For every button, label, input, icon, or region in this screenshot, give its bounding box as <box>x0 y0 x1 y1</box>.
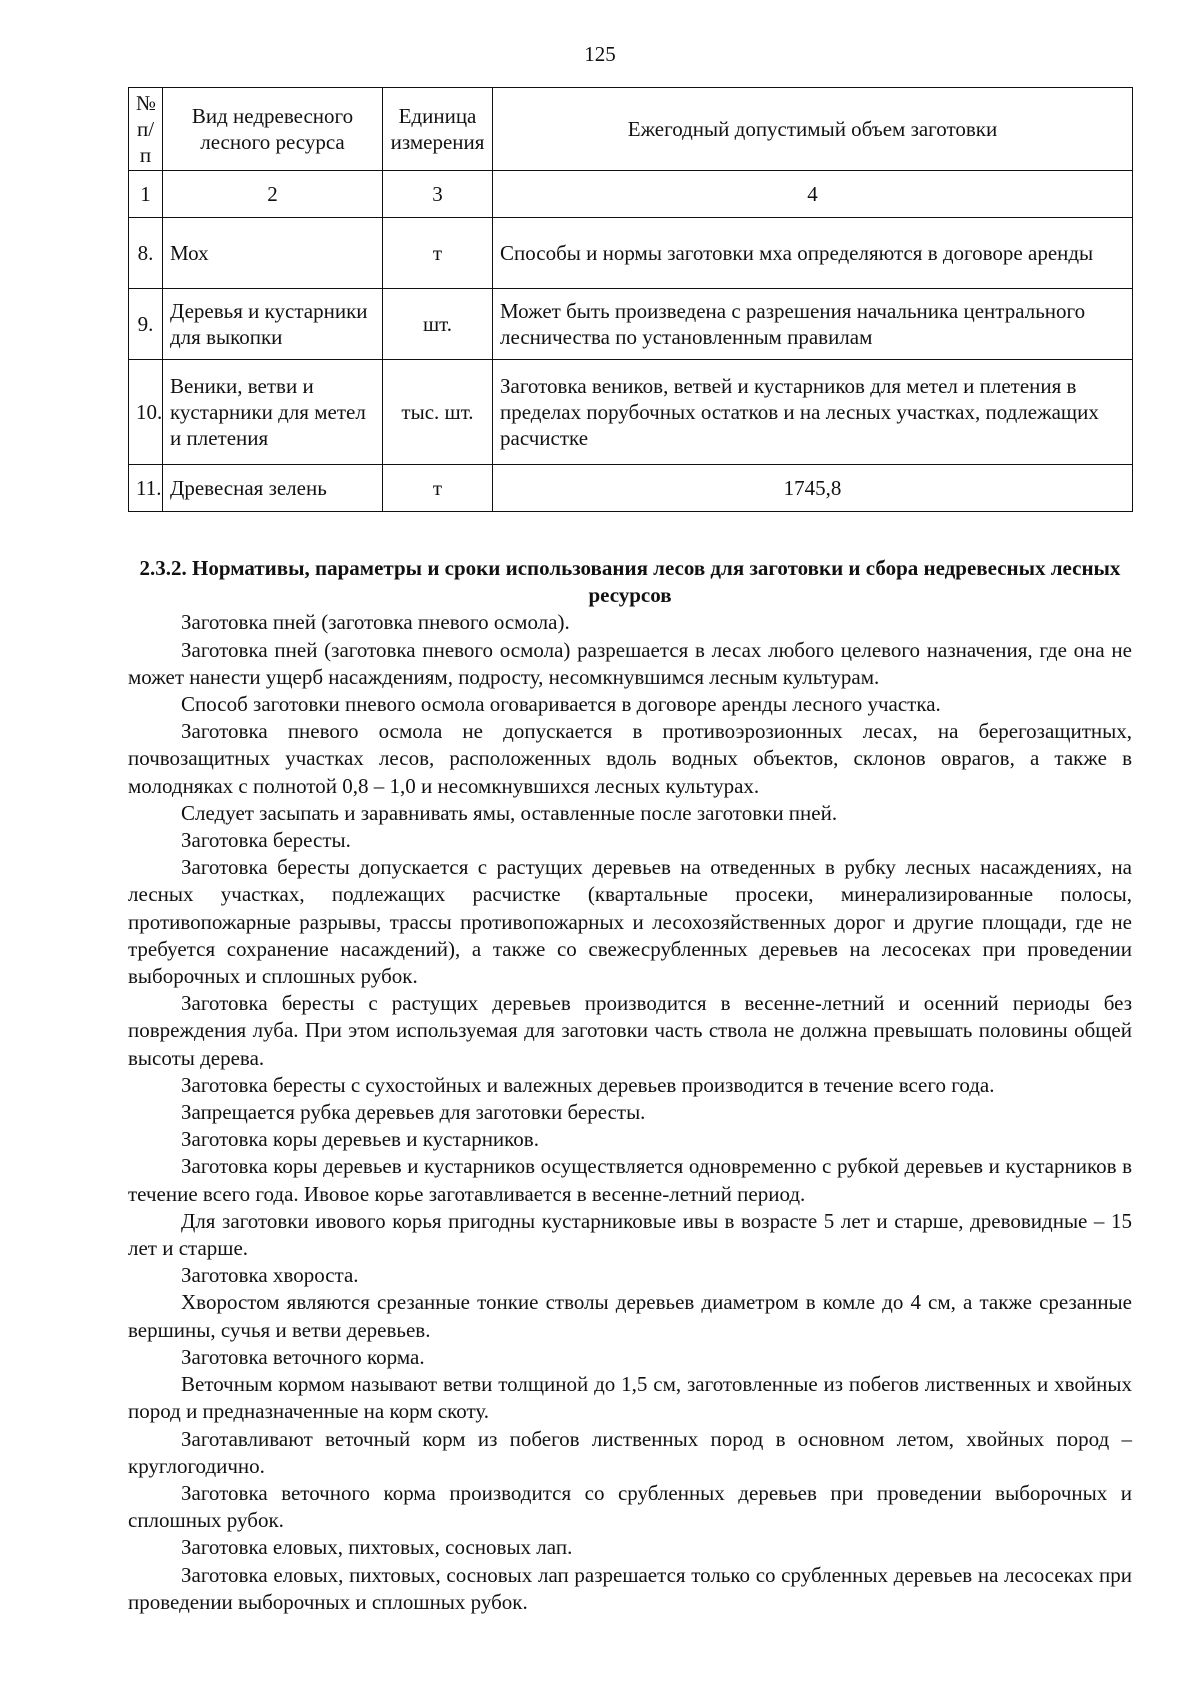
row-unit: шт. <box>383 289 493 360</box>
paragraph: Следует засыпать и заравнивать ямы, оставленные после заготовки пней. <box>181 800 838 825</box>
row-num: 8. <box>129 218 163 289</box>
resources-table <box>128 87 1133 512</box>
column-number: 4 <box>493 171 1133 218</box>
section-content <box>128 555 1132 1616</box>
table-row <box>129 465 1133 512</box>
page-number: 125 <box>584 42 616 66</box>
table-row <box>129 289 1133 360</box>
paragraph: Заготовка бересты с растущих деревьев производится в весенне-летний и осенний периоды без повреждения луба. При этом используемая для заготовки часть ствола не должна превышать половины общей высоты дерева. <box>128 991 1132 1070</box>
paragraph: Заготовка еловых, пихтовых, сосновых лап разрешается только со срубленных деревьев на лесосеках при проведении выборочных и сплошных рубок. <box>128 1562 1132 1614</box>
row-resource: Деревья и кустарники для выкопки <box>163 289 383 360</box>
paragraph: Заготовка пневого осмола не допускается в противоэрозионных лесах, на берегозащитных, почвозащитных участках лесов, расположенных вдоль водных объектов, склонов оврагов, а также в молодняках с полнотой 0,8 – 1,0 и несомкнувшихся лесных культурах. <box>128 719 1132 798</box>
column-number: 3 <box>383 171 493 218</box>
row-volume: 1745,8 <box>493 465 1133 512</box>
paragraph: Заготовка коры деревьев и кустарников осуществляется одновременно с рубкой деревьев и кустарников в течение всего года. Ивовое корье заготавливается в весенне-летний период. <box>128 1154 1132 1206</box>
row-unit: т <box>383 465 493 512</box>
paragraph: Запрещается рубка деревьев для заготовки бересты. <box>181 1100 646 1125</box>
paragraph: Заготовка бересты. <box>181 828 351 853</box>
row-resource: Веники, ветви и кустарники для метел и плетения <box>163 360 383 465</box>
column-number-row <box>129 171 1133 218</box>
paragraph: Заготовка веточного корма производится со срубленных деревьев при проведении выборочных и сплошных рубок. <box>128 1480 1132 1533</box>
paragraph: Заготовка хвороста. <box>181 1263 359 1288</box>
header-volume: Ежегодный допустимый объем заготовки <box>493 88 1133 171</box>
paragraph: Заготавливают веточный корм из побегов лиственных пород в основном летом, хвойных пород – круглогодично. <box>128 1426 1132 1478</box>
header-num: № п/п <box>129 88 163 171</box>
paragraph: Заготовка еловых, пихтовых, сосновых лап. <box>181 1535 573 1560</box>
paragraph: Для заготовки ивового корья пригодны кустарниковые ивы в возрасте 5 лет и старше, древовидные – 15 лет и старше. <box>128 1208 1132 1261</box>
row-num: 10. <box>129 360 163 465</box>
row-volume: Способы и нормы заготовки мха определяются в договоре аренды <box>493 218 1133 289</box>
column-number: 2 <box>163 171 383 218</box>
paragraph: Способ заготовки пневого осмола оговаривается в договоре аренды лесного участка. <box>181 692 941 717</box>
row-unit: тыс. шт. <box>383 360 493 465</box>
paragraph: Заготовка коры деревьев и кустарников. <box>181 1127 539 1152</box>
paragraph: Веточным кормом называют ветви толщиной до 1,5 см, заготовленные из побегов лиственных и хвойных пород и предназначенные на корм скоту. <box>128 1372 1132 1424</box>
paragraph: Заготовка бересты с сухостойных и валежных деревьев производится в течение всего года. <box>181 1072 995 1097</box>
column-number: 1 <box>129 171 163 218</box>
header-unit: Единица измерения <box>383 88 493 171</box>
row-unit: т <box>383 218 493 289</box>
paragraph: Заготовка пней (заготовка пневого осмола). <box>181 610 570 635</box>
table-row <box>129 218 1133 289</box>
row-volume: Заготовка веников, ветвей и кустарников для метел и плетения в пределах порубочных остатков и на лесных участках, подлежащих расчистке <box>493 360 1133 465</box>
row-resource: Мох <box>163 218 383 289</box>
row-num: 9. <box>129 289 163 360</box>
table-row <box>129 360 1133 465</box>
paragraph: Хворостом являются срезанные тонкие стволы деревьев диаметром в комле до 4 см, а также срезанные вершины, сучья и ветви деревьев. <box>128 1290 1132 1342</box>
paragraph: Заготовка пней (заготовка пневого осмола) разрешается в лесах любого целевого назначения, где она не может нанести ущерб насаждениям, подросту, несомкнувшимся лесным культурам. <box>128 637 1132 689</box>
row-resource: Древесная зелень <box>163 465 383 512</box>
row-num: 11. <box>129 465 163 512</box>
paragraph: Заготовка веточного корма. <box>181 1344 425 1369</box>
header-resource: Вид недревесного лесного ресурса <box>163 88 383 171</box>
row-volume: Может быть произведена с разрешения начальника центрального лесничества по установленным правилам <box>493 289 1133 360</box>
paragraph: Заготовка бересты допускается с растущих деревьев на отведенных в рубку лесных насаждениях, на лесных участках, подлежащих расчистке (квартальные просеки, минерализированные полосы, противопожарные разрывы, трассы противопожарных и лесохозяйственных дорог и другие площади, где не требуется сохранение насаждений), а также со свежесрубленных деревьев на лесосеках при проведении выборочных и сплошных рубок. <box>128 855 1132 989</box>
table-header-row <box>129 88 1133 171</box>
section-title: 2.3.2. Нормативы, параметры и сроки использования лесов для заготовки и сбора недревесных лесных ресурсов <box>139 556 1121 608</box>
